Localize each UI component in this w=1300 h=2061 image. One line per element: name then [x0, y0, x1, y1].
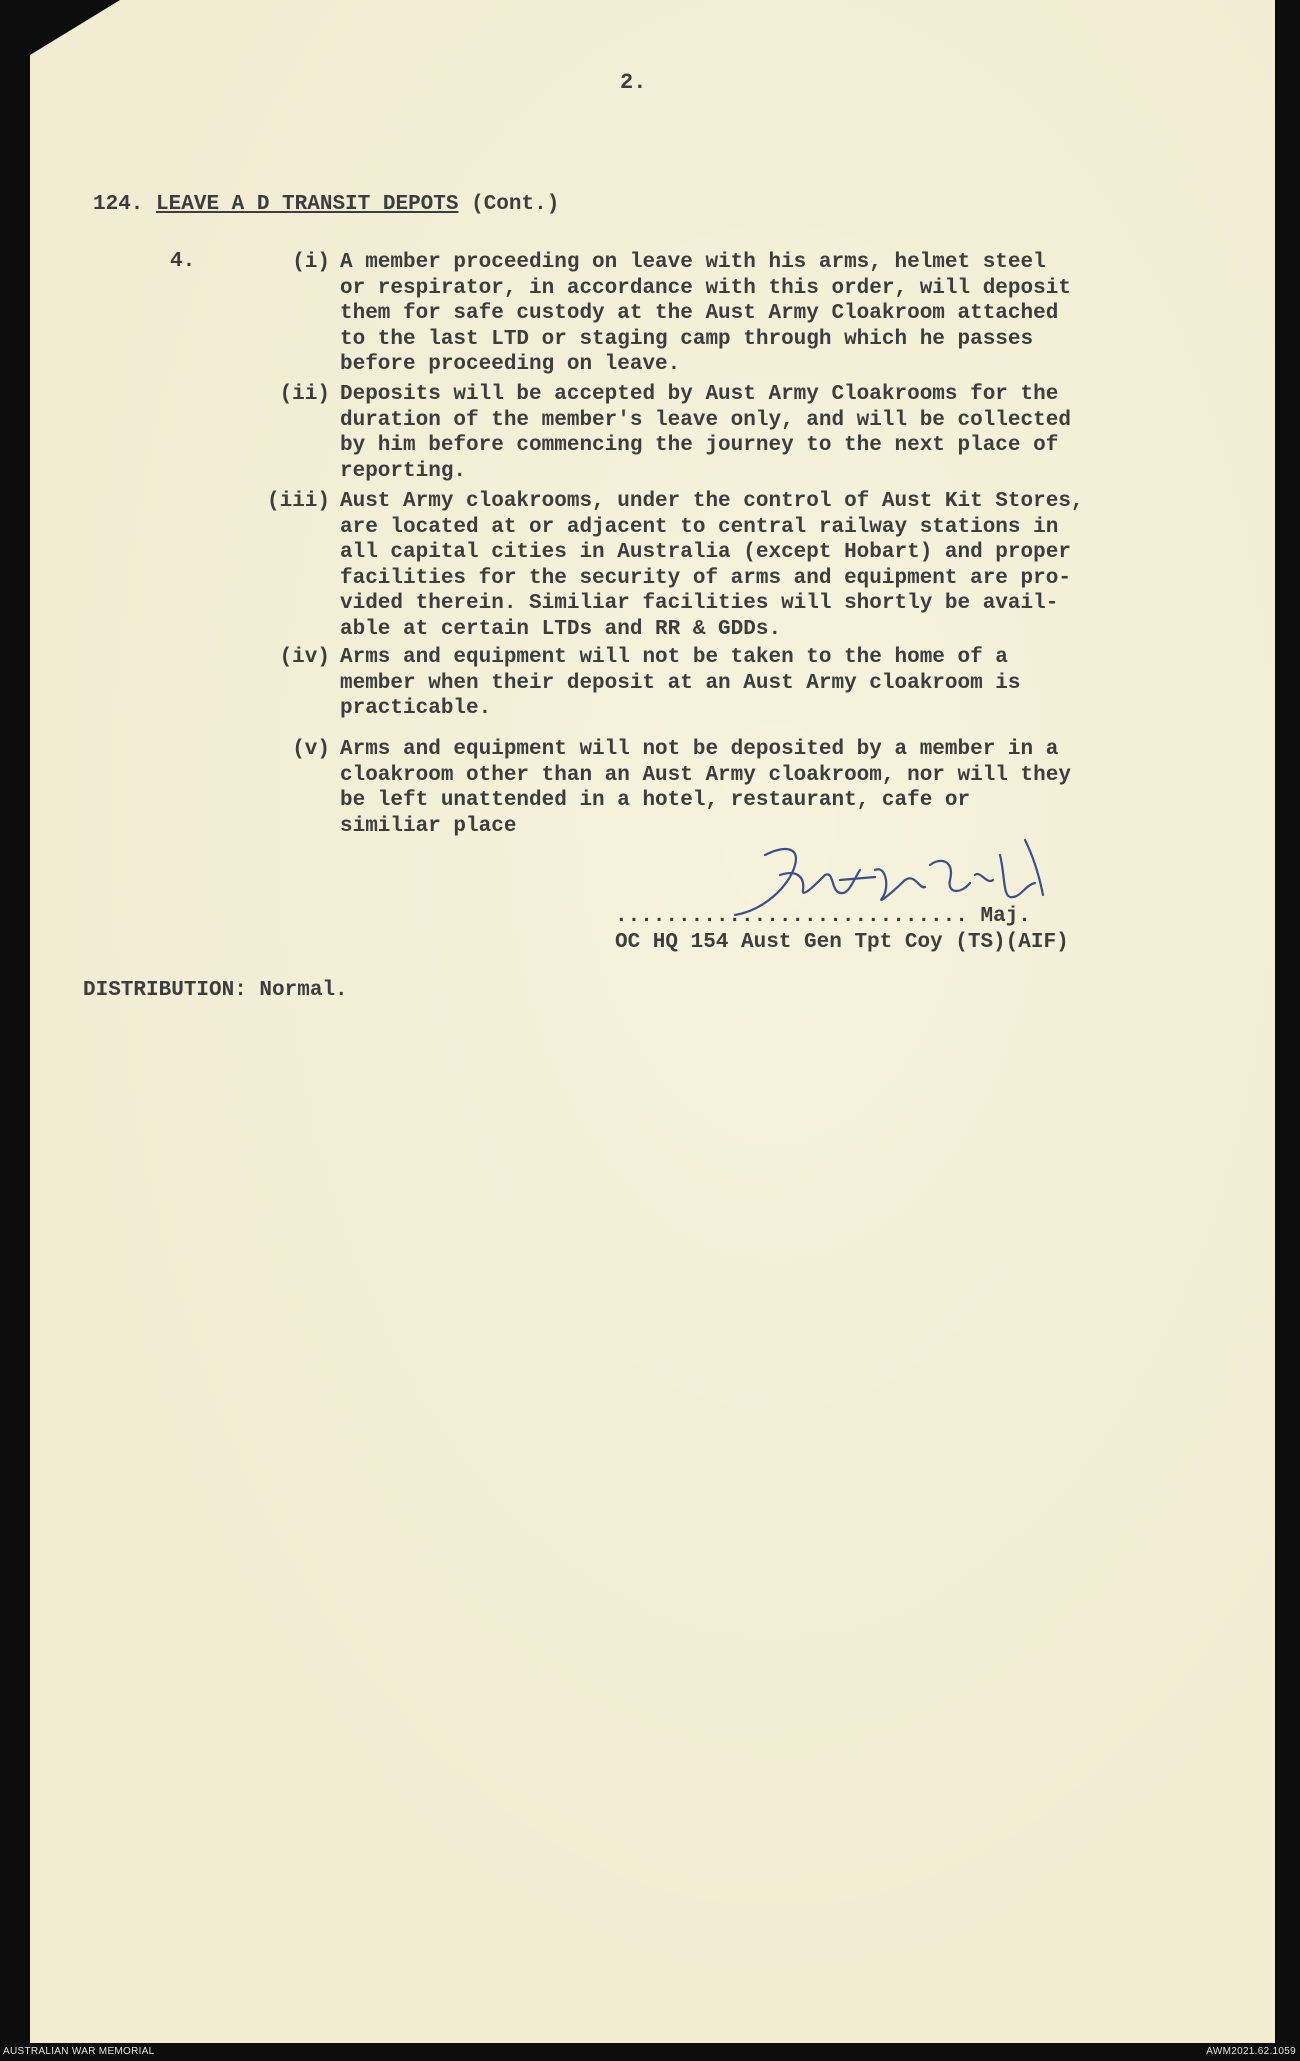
text-line: Arms and equipment will not be taken to the home of a	[340, 646, 1008, 669]
subparagraph-text	[340, 382, 1215, 484]
subparagraph-text	[340, 250, 1215, 378]
subparagraph-number: (v)	[292, 738, 330, 761]
text-line: to the last LTD or staging camp through which he passes	[340, 327, 1034, 351]
heading-number: 124.	[93, 193, 144, 216]
text-line: be left unattended in a hotel, restaurant, cafe or	[340, 789, 971, 813]
heading-title: LEAVE A D TRANSIT DEPOTS	[156, 193, 459, 216]
heading-suffix: (Cont.)	[471, 193, 560, 216]
text-line: able at certain LTDs and RR & GDDs.	[340, 617, 782, 641]
subparagraph	[235, 250, 1215, 378]
signature-dots: ............................	[615, 905, 968, 928]
text-line: by him before commencing the journey to the next place of	[340, 434, 1059, 458]
text-line: facilities for the security of arms and equipment are pro-	[340, 566, 1071, 590]
text-line: before proceeding on leave.	[340, 353, 681, 377]
text-line: are located at or adjacent to central railway stations in	[340, 515, 1059, 539]
signature-title: OC HQ 154 Aust Gen Tpt Coy (TS)(AIF)	[615, 931, 1069, 954]
paragraph-number: 4.	[170, 250, 196, 273]
subparagraph-number: (i)	[292, 251, 330, 274]
subparagraph-number: (ii)	[279, 383, 330, 406]
text-line: cloakroom other than an Aust Army cloakroom, nor will they	[340, 763, 1071, 787]
subparagraph	[235, 382, 1215, 484]
torn-corner	[30, 0, 120, 55]
distribution-line: DISTRIBUTION: Normal.	[83, 979, 348, 1002]
text-line: vided therein. Similiar facilities will shortly be avail-	[340, 592, 1059, 616]
footer-institution: AUSTRALIAN WAR MEMORIAL	[3, 2046, 155, 2057]
signature-line	[615, 905, 1031, 928]
text-line: Deposits will be accepted by Aust Army Cloakrooms for the	[340, 383, 1059, 406]
signature-rank: Maj.	[980, 905, 1031, 928]
subparagraph-text	[340, 489, 1215, 643]
text-line: duration of the member's leave only, and will be collected	[340, 408, 1071, 432]
subparagraph	[235, 489, 1215, 643]
text-line: A member proceeding on leave with his arms, helmet steel	[340, 251, 1046, 274]
subparagraph	[235, 645, 1215, 722]
text-line: them for safe custody at the Aust Army Cloakroom attached	[340, 302, 1059, 326]
text-line: all capital cities in Australia (except Hobart) and proper	[340, 541, 1071, 565]
subparagraph-number: (iii)	[266, 490, 330, 513]
subparagraph	[235, 737, 1215, 839]
subparagraph-text	[340, 737, 1215, 839]
text-line: or respirator, in accordance with this order, will deposit	[340, 276, 1071, 300]
text-line: member when their deposit at an Aust Army cloakroom is	[340, 671, 1021, 695]
text-line: practicable.	[340, 697, 492, 721]
section-heading	[93, 193, 559, 216]
footer-accession-number: AWM2021.62.1059	[1206, 2046, 1296, 2057]
text-line: reporting.	[340, 459, 467, 483]
subparagraph-number: (iv)	[279, 646, 330, 669]
text-line: similiar place	[340, 814, 517, 838]
page-number: 2.	[620, 70, 647, 95]
text-line: Aust Army cloakrooms, under the control of Aust Kit Stores,	[340, 490, 1084, 513]
subparagraph-text	[340, 645, 1215, 722]
text-line: Arms and equipment will not be deposited by a member in a	[340, 738, 1059, 761]
